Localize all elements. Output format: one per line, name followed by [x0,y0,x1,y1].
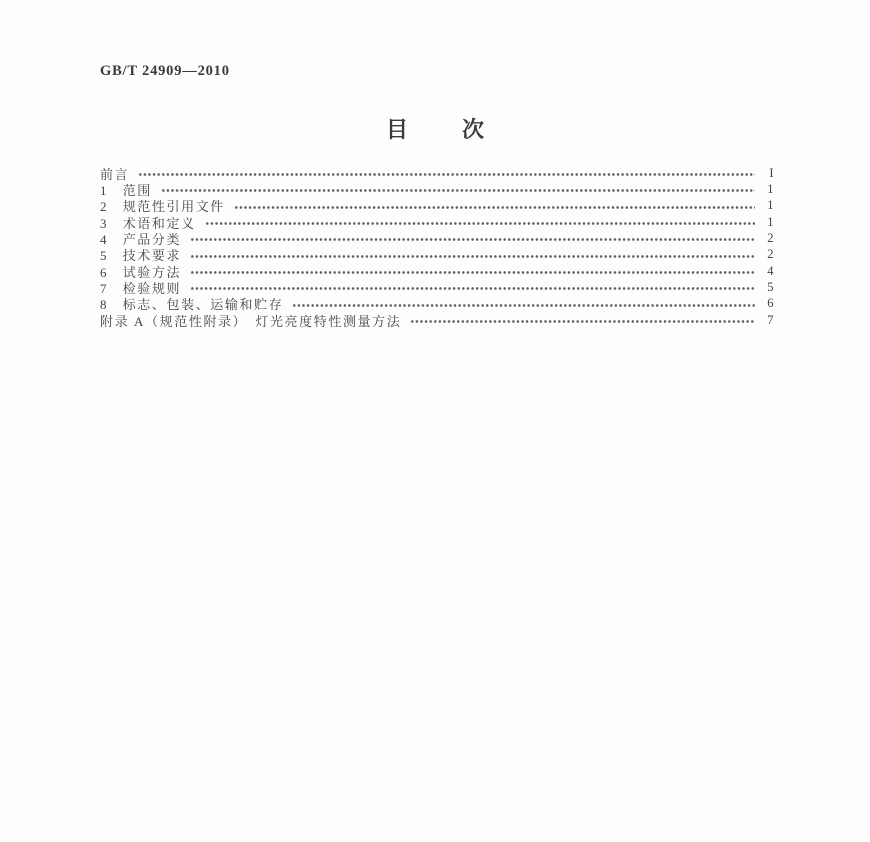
toc-entry [100,165,774,181]
toc-entry [100,214,774,230]
toc-entry [100,230,774,246]
toc-entry-label: 4 产品分类 [100,232,182,248]
toc-page-number: 1 [767,198,774,213]
toc-entry [100,263,774,279]
toc-page-number: 1 [767,214,774,229]
dotted-leader [410,312,755,328]
dotted-leader [190,247,755,263]
standard-code: GB/T 24909—2010 [100,63,230,79]
toc-page-number: 2 [767,231,774,246]
table-of-contents [100,165,774,328]
toc-entry [100,312,774,328]
dotted-leader [161,181,755,197]
toc-entry-label: 2 规范性引用文件 [100,199,225,215]
toc-page-number: 2 [767,247,774,262]
toc-entry-label: 6 试验方法 [100,264,182,280]
toc-entry-label: 附录 A（规范性附录） 灯光亮度特性测量方法 [100,313,402,329]
toc-entry-label: 5 技术要求 [100,248,182,264]
dotted-leader [190,279,755,295]
toc-page-number: 6 [767,296,774,311]
dotted-leader [190,263,755,279]
toc-entry [100,181,774,197]
toc-entry-label: 7 检验规则 [100,281,182,297]
toc-page-number: 7 [767,312,774,327]
toc-entry [100,279,774,295]
toc-page-number: 4 [767,263,774,278]
toc-page-number: I [769,165,774,180]
toc-entry [100,198,774,214]
dotted-leader [190,230,755,246]
dotted-leader [138,165,755,181]
toc-entry-label: 1 范围 [100,183,152,199]
toc-entry-label: 3 术语和定义 [100,215,196,231]
toc-entry-label: 前言 [100,166,130,182]
toc-entry [100,247,774,263]
toc-page-number: 1 [767,182,774,197]
toc-page-number: 5 [767,280,774,295]
page-title: 目 次 [385,117,500,142]
dotted-leader [234,198,755,214]
dotted-leader [205,214,755,230]
dotted-leader [292,296,755,312]
toc-entry-label: 8 标志、包装、运输和贮存 [100,297,284,313]
toc-entry [100,296,774,312]
